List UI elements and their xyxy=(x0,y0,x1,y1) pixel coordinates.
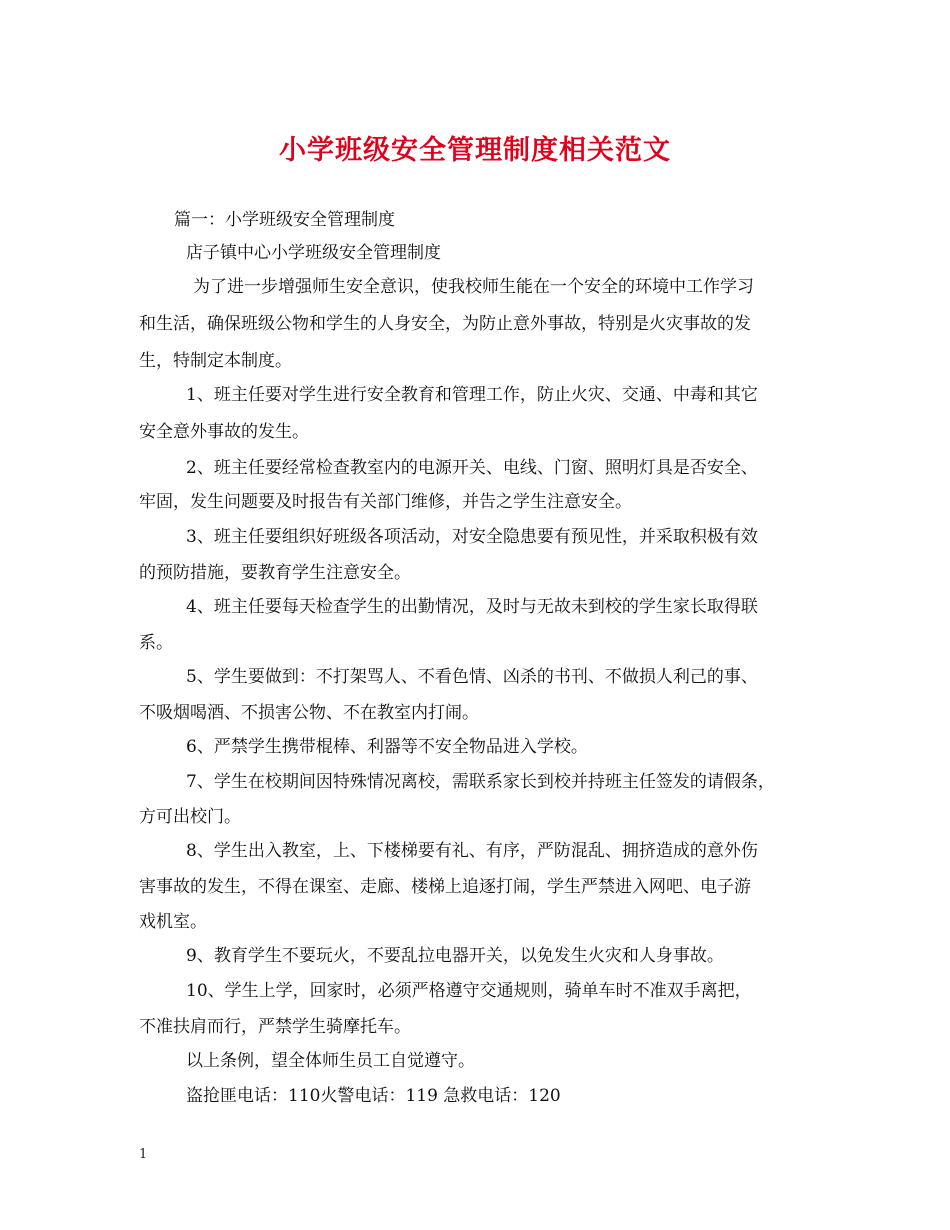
paragraph-line: 以上条例，望全体师生员工自觉遵守。 xyxy=(186,1051,475,1071)
document-title: 小学班级安全管理制度相关范文 xyxy=(279,135,671,166)
paragraph-line: 害事故的发生，不得在课室、走廊、楼梯上追逐打闹，学生严禁进入网吧、电子游 xyxy=(139,877,751,897)
paragraph-line: 8、学生出入教室，上、下楼梯要有礼、有序，严防混乱、拥挤造成的意外伤 xyxy=(186,841,758,861)
paragraph-line: 为了进一步增强师生安全意识，使我校师生能在一个安全的环境中工作学习 xyxy=(193,277,754,297)
section-heading: 篇一：小学班级安全管理制度 xyxy=(174,210,395,230)
paragraph-line: 5、学生要做到：不打架骂人、不看色情、凶杀的书刊、不做损人利己的事、 xyxy=(186,667,758,687)
paragraph-line: 不吸烟喝酒、不损害公物、不在教室内打闹。 xyxy=(139,703,479,723)
paragraph-line: 安全意外事故的发生。 xyxy=(139,422,309,442)
paragraph-line: 7、学生在校期间因特殊情况离校，需联系家长到校并持班主任签发的请假条， xyxy=(186,772,775,792)
page-number: 1 xyxy=(139,1147,148,1162)
paragraph-line: 方可出校门。 xyxy=(139,807,241,827)
paragraph-line: 系。 xyxy=(139,633,173,653)
subtitle-line: 店子镇中心小学班级安全管理制度 xyxy=(186,243,441,263)
paragraph-line: 3、班主任要组织好班级各项活动，对安全隐患要有预见性，并采取积极有效 xyxy=(186,527,758,547)
paragraph-line: 戏机室。 xyxy=(139,912,207,932)
paragraph-line: 生，特制定本制度。 xyxy=(139,351,292,371)
paragraph-line: 的预防措施，要教育学生注意安全。 xyxy=(139,563,411,583)
paragraph-line: 4、班主任要每天检查学生的出勤情况，及时与无故未到校的学生家长取得联 xyxy=(186,597,758,617)
paragraph-line: 不准扶肩而行，严禁学生骑摩托车。 xyxy=(139,1017,411,1037)
paragraph-line: 9、教育学生不要玩火，不要乱拉电器开关，以免发生火灾和人身事故。 xyxy=(186,946,724,966)
paragraph-line: 和生活，确保班级公物和学生的人身安全，为防止意外事故，特别是火灾事故的发 xyxy=(139,314,751,334)
paragraph-line: 10、学生上学，回家时，必须严格遵守交通规则，骑单车时不准双手离把， xyxy=(186,981,752,1001)
paragraph-line: 盗抢匪电话：110火警电话：119 急救电话：120 xyxy=(186,1086,561,1106)
paragraph-line: 牢固，发生问题要及时报告有关部门维修，并告之学生注意安全。 xyxy=(139,492,632,512)
paragraph-line: 6、严禁学生携带棍棒、利器等不安全物品进入学校。 xyxy=(186,737,588,757)
paragraph-line: 2、班主任要经常检查教室内的电源开关、电线、门窗、照明灯具是否安全、 xyxy=(186,458,758,478)
paragraph-line: 1、班主任要对学生进行安全教育和管理工作，防止火灾、交通、中毒和其它 xyxy=(186,385,758,405)
